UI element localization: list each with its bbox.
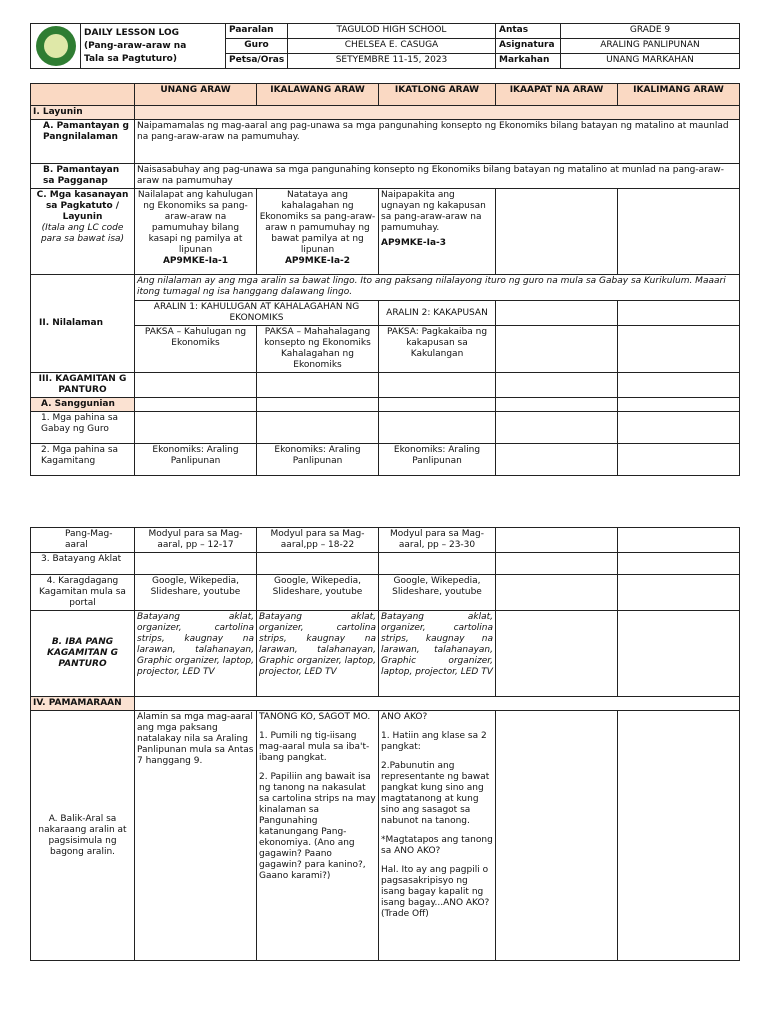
pamantayang-pangnilalaman-text: Naipamamalas ng mag-aaral ang pag-unawa sa mga pangunahing konsepto ng Ekonomiks bilang batayan ng matalino at maunlad na pang-araw-araw na pamumuhay. bbox=[135, 120, 740, 164]
balik-aral-d4 bbox=[496, 711, 618, 961]
header-table bbox=[30, 23, 740, 69]
kasanayan-day-2-code: AP9MKE-Ia-2 bbox=[284, 256, 351, 266]
guro-value: CHELSEA E. CASUGA bbox=[288, 39, 496, 54]
markahan-label: Markahan bbox=[496, 54, 561, 69]
sanggunian-d5 bbox=[618, 398, 740, 412]
kasanayan-note: (Itala ang LC code para sa bawat isa) bbox=[40, 223, 125, 244]
balik-aral-day-3 bbox=[379, 711, 496, 961]
nilalaman-note: Ang nilalaman ay ang mga aralin sa bawat lingo. Ito ang paksang nilalayong ituro ng guro na mula sa Gabay sa Kurikulum. Maaari itong tumagal ng isa hanggang dalawang lingo. bbox=[135, 275, 740, 301]
karagdagang-d4 bbox=[496, 575, 618, 611]
pamantayan-sa-pagganap-label: B. Pamantayan sa Pagganap bbox=[31, 164, 135, 189]
paksa-day-5 bbox=[618, 326, 740, 373]
paksa-day-3: PAKSA: Pagkakaiba ng kakapusan sa Kakulangan bbox=[379, 326, 496, 373]
gabay-d2 bbox=[257, 412, 379, 444]
sanggunian-d3 bbox=[379, 398, 496, 412]
kasanayan-day-3-code: AP9MKE-Ia-3 bbox=[381, 238, 447, 248]
title-line-2: (Pang-araw-araw na bbox=[84, 40, 187, 51]
sanggunian-d1 bbox=[135, 398, 257, 412]
sanggunian-d4 bbox=[496, 398, 618, 412]
petsa-value: SETYEMBRE 11-15, 2023 bbox=[288, 54, 496, 69]
kagamitang-d4 bbox=[496, 444, 618, 476]
kagamitan-d2 bbox=[257, 373, 379, 398]
iba-pang-d4 bbox=[496, 611, 618, 697]
pamantayan-sa-pagganap-text: Naisasabuhay ang pag-unawa sa mga pangunahing konsepto ng Ekonomiks bilang batayan ng matalino at munlad na pang-araw-araw na pamumuhay bbox=[135, 164, 740, 189]
kasanayan-day-3-text: Naipapakita ang ugnayan ng kakapusan sa pang-araw-araw na pamumuhay. bbox=[381, 190, 486, 233]
batayang-d2 bbox=[257, 553, 379, 575]
layunin-blank bbox=[135, 106, 740, 120]
karagdagang-day-2: Google, Wikepedia, Slideshare, youtube bbox=[257, 575, 379, 611]
gabay-d4 bbox=[496, 412, 618, 444]
antas-label: Antas bbox=[496, 24, 561, 39]
modyul-d4 bbox=[496, 528, 618, 553]
sanggunian-d2 bbox=[257, 398, 379, 412]
markahan-value: UNANG MARKAHAN bbox=[561, 54, 740, 69]
karagdagang-kagamitan-label: 4. Karagdagang Kagamitan mula sa portal bbox=[31, 575, 135, 611]
kasanayan-day-3 bbox=[379, 189, 496, 275]
day-2-step-1: 1. Pumili ng tig-iisang mag-aaral mula sa iba't-ibang pangkat. bbox=[259, 731, 370, 763]
guro-label: Guro bbox=[226, 39, 288, 54]
petsa-label: Petsa/Oras bbox=[226, 54, 288, 69]
day-3-activity-title: ANO AKO? bbox=[381, 712, 428, 722]
paaralan-label: Paaralan bbox=[226, 24, 288, 39]
karagdagang-day-3: Google, Wikepedia, Slideshare, youtube bbox=[379, 575, 496, 611]
kasanayan-day-1 bbox=[135, 189, 257, 275]
balik-aral-day-1: Alamin sa mga mag-aaral ang mga paksang natalakay nila sa Araling Panlipunan mula sa Antas 7 hanggang 9. bbox=[135, 711, 257, 961]
asignatura-value: ARALING PANLIPUNAN bbox=[561, 39, 740, 54]
kasanayan-day-4 bbox=[496, 189, 618, 275]
log-title bbox=[81, 24, 226, 69]
iba-pang-day-1: Batayang aklat, organizer, cartolina strips, kaugnay na larawan, talahanayan, Graphic organizer, laptop, projector, LED TV bbox=[135, 611, 257, 697]
antas-value: GRADE 9 bbox=[561, 24, 740, 39]
batayang-d3 bbox=[379, 553, 496, 575]
kasanayan-day-2-text: Natataya ang kahalagahan ng Ekonomiks sa pang-araw-araw n pamumuhay ng bawat pamilya at ng lipunan bbox=[259, 190, 376, 255]
kagamitang-day-3: Ekonomiks: Araling Panlipunan bbox=[379, 444, 496, 476]
paaralan-value: TAGULOD HIGH SCHOOL bbox=[288, 24, 496, 39]
pamamaraan-blank bbox=[135, 697, 740, 711]
iba-pang-day-3: Batayang aklat, organizer, cartolina strips, kaugnay na larawan, talahanayan, Graphic organizer, laptop, projector, LED TV bbox=[379, 611, 496, 697]
title-line-1: DAILY LESSON LOG bbox=[84, 27, 179, 38]
day-3-example: Hal. Ito ay ang pagpili o pagsasakripisyo ng isang bagay kapalit ng isang bagay...ANO AKO? (Trade Off) bbox=[381, 865, 490, 919]
kagamitan-d3 bbox=[379, 373, 496, 398]
kasanayan-label: C. Mga kasanayan sa Pagkatuto / Layunin bbox=[36, 190, 129, 222]
kagamitang-label: 2. Mga pahina sa Kagamitang bbox=[31, 444, 135, 476]
lesson-table-page-1 bbox=[30, 83, 740, 476]
kagamitang-day-1: Ekonomiks: Araling Panlipunan bbox=[135, 444, 257, 476]
pamantayang-pangnilalaman-label: A. Pamantayan g Pangnilalaman bbox=[31, 120, 135, 164]
kagamitang-d5 bbox=[618, 444, 740, 476]
kasanayan-day-1-code: AP9MKE-Ia-1 bbox=[162, 256, 229, 266]
iba-pang-kagamitan-label: B. IBA PANG KAGAMITAN G PANTURO bbox=[31, 611, 135, 697]
day-3-step-2: 2.Pabunutin ang representante ng bawat pangkat kung sino ang magtatanong at kung sino ang sasagot sa nabunot na tanong. bbox=[381, 761, 490, 826]
batayang-aklat-label: 3. Batayang Aklat bbox=[31, 553, 135, 575]
asignatura-label: Asignatura bbox=[496, 39, 561, 54]
title-line-3: Tala sa Pagtuturo) bbox=[84, 53, 177, 64]
paksa-day-4 bbox=[496, 326, 618, 373]
batayang-d1 bbox=[135, 553, 257, 575]
kagamitang-cont-label: Pang-Mag-aaral bbox=[31, 528, 135, 553]
karagdagang-day-1: Google, Wikepedia, Slideshare, youtube bbox=[135, 575, 257, 611]
pamamaraan-label: IV. PAMAMARAAN bbox=[31, 697, 135, 711]
iba-pang-d5 bbox=[618, 611, 740, 697]
day-3-step-1: 1. Hatiin ang klase sa 2 pangkat: bbox=[381, 731, 487, 752]
sanggunian-label: A. Sanggunian bbox=[31, 398, 135, 412]
batayang-d5 bbox=[618, 553, 740, 575]
kagamitang-panturo-label: III. KAGAMITAN G PANTURO bbox=[31, 373, 135, 398]
kagamitan-d1 bbox=[135, 373, 257, 398]
balik-aral-day-2 bbox=[257, 711, 379, 961]
karagdagang-d5 bbox=[618, 575, 740, 611]
gabay-ng-guro-label: 1. Mga pahina sa Gabay ng Guro bbox=[31, 412, 135, 444]
school-logo bbox=[31, 24, 81, 69]
paksa-day-1: PAKSA – Kahulugan ng Ekonomiks bbox=[135, 326, 257, 373]
gabay-d3 bbox=[379, 412, 496, 444]
day-2-step-2: 2. Papiliin ang bawait isa ng tanong na nakasulat sa cartolina strips na may kinalaman sa Pangunahing katanungang Pang-ekonomiya. (Ano ang gagawin? Paano gagawin? para kanino?, Gaano karami?) bbox=[259, 772, 376, 881]
modyul-day-1: Modyul para sa Mag-aaral, pp – 12-17 bbox=[135, 528, 257, 553]
aralin-day-5 bbox=[618, 301, 740, 326]
kagamitang-day-2: Ekonomiks: Araling Panlipunan bbox=[257, 444, 379, 476]
gabay-d5 bbox=[618, 412, 740, 444]
aralin-1: ARALIN 1: KAHULUGAN AT KAHALAGAHAN NG EKONOMIKS bbox=[135, 301, 379, 326]
kasanayan-label-cell bbox=[31, 189, 135, 275]
batayang-d4 bbox=[496, 553, 618, 575]
day-5-header: IKALIMANG ARAW bbox=[618, 84, 740, 106]
kasanayan-day-1-text: Nailalapat ang kahulugan ng Ekonomiks sa pang-araw-araw na pamumuhay bilang kasapi ng pamilya at lipunan bbox=[137, 190, 254, 255]
balik-aral-label: A. Balik-Aral sa nakaraang aralin at pagsisimula ng bagong aralin. bbox=[31, 711, 135, 961]
day-3-note: *Magtatapos ang tanong sa ANO AKO? bbox=[381, 835, 493, 856]
balik-aral-d5 bbox=[618, 711, 740, 961]
kasanayan-day-5 bbox=[618, 189, 740, 275]
aralin-day-4 bbox=[496, 301, 618, 326]
iba-pang-day-2: Batayang aklat, organizer, cartolina strips, kaugnay na larawan, talahanayan, Graphic organizer, laptop, projector, LED TV bbox=[257, 611, 379, 697]
day-4-header: IKAAPAT NA ARAW bbox=[496, 84, 618, 106]
nilalaman-label: II. Nilalaman bbox=[31, 275, 135, 373]
kasanayan-day-2 bbox=[257, 189, 379, 275]
modyul-day-2: Modyul para sa Mag-aaral,pp – 18-22 bbox=[257, 528, 379, 553]
day-2-header: IKALAWANG ARAW bbox=[257, 84, 379, 106]
modyul-d5 bbox=[618, 528, 740, 553]
day-1-header: UNANG ARAW bbox=[135, 84, 257, 106]
kagamitan-d4 bbox=[496, 373, 618, 398]
modyul-day-3: Modyul para sa Mag-aaral, pp – 23-30 bbox=[379, 528, 496, 553]
paksa-day-2: PAKSA – Mahahalagang konsepto ng Ekonomiks Kahalagahan ng Ekonomiks bbox=[257, 326, 379, 373]
gabay-d1 bbox=[135, 412, 257, 444]
lesson-table-page-2 bbox=[30, 527, 740, 961]
aralin-2: ARALIN 2: KAKAPUSAN bbox=[379, 301, 496, 326]
day-3-header: IKATLONG ARAW bbox=[379, 84, 496, 106]
corner-cell bbox=[31, 84, 135, 106]
day-2-activity-title: TANONG KO, SAGOT MO. bbox=[259, 712, 371, 722]
kagamitan-d5 bbox=[618, 373, 740, 398]
layunin-label: I. Layunin bbox=[31, 106, 135, 120]
